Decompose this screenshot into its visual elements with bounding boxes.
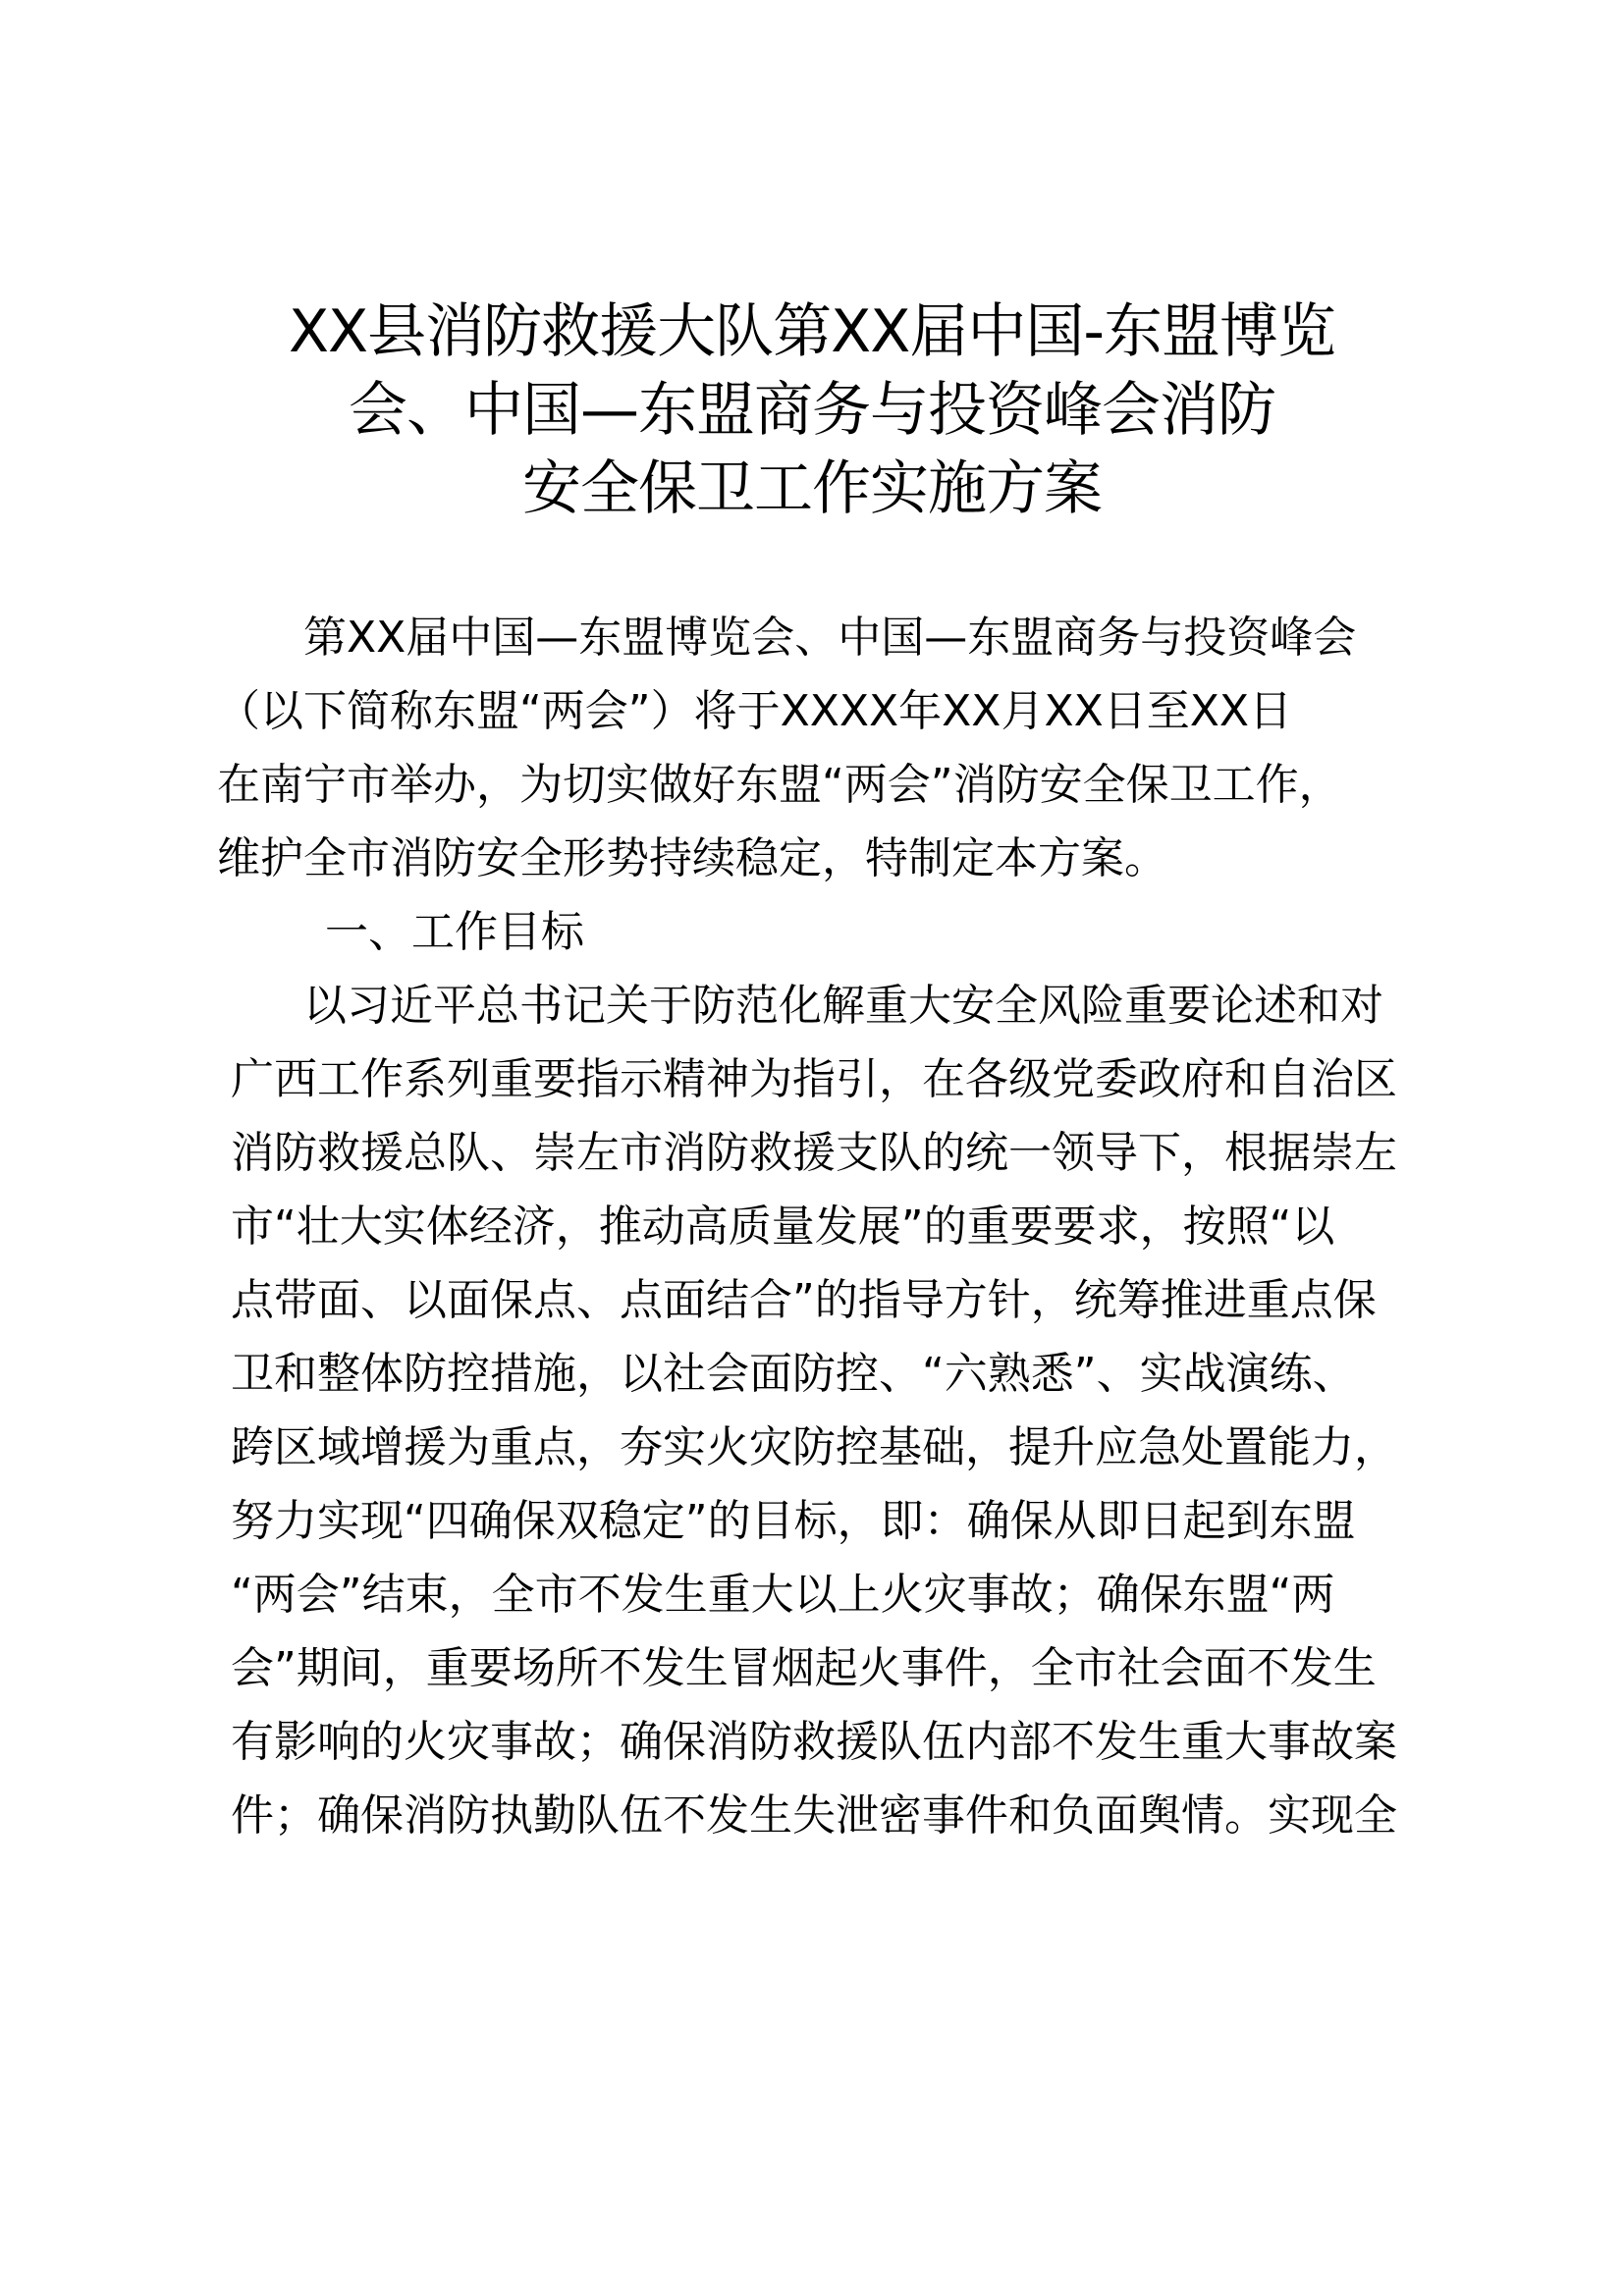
document-body — [217, 601, 1425, 1852]
text-line: 在南宁市举办，为切实做好东盟“两会”消防安全保卫工作， — [217, 760, 1342, 810]
title-line-3: 安全保卫工作实施方案 — [522, 454, 1102, 523]
text-line: 件；确保消防执勤队伍不发生失泄密事件和负面舆情。实现全 — [231, 1790, 1397, 1841]
text-line: 努力实现“四确保双稳定”的目标，即：确保从即日起到东盟 — [231, 1496, 1356, 1546]
section-heading: 一、工作目标 — [325, 907, 584, 957]
title-line-2: 会、中国—东盟商务与投资峰会消防 — [349, 376, 1275, 445]
text-line: 市“壮大实体经济，推动高质量发展”的重要要求，按照“以 — [231, 1201, 1335, 1252]
text-line: 维护全市消防安全形势持续稳定，特制定本方案。 — [217, 833, 1167, 883]
document-title — [196, 293, 1428, 528]
text-line: 第XX届中国—东盟博览会、中国—东盟商务与投资峰会 — [303, 613, 1357, 663]
text-line: 会”期间，重要场所不发生冒烟起火事件，全市社会面不发生 — [231, 1643, 1377, 1693]
text-line: 跨区域增援为重点，夯实火灾防控基础，提升应急处置能力， — [231, 1422, 1397, 1472]
text-line: 卫和整体防控措施，以社会面防控、“六熟悉”、实战演练、 — [231, 1349, 1356, 1399]
text-line: （以下简称东盟“两会”）将于XXXX年XX月XX日至XX日 — [217, 686, 1293, 736]
title-line-1: XX县消防救援大队第XX届中国-东盟博览 — [288, 297, 1336, 366]
text-line: “两会”结束，全市不发生重大以上火灾事故；确保东盟“两 — [231, 1570, 1335, 1620]
text-line: 消防救援总队、崇左市消防救援支队的统一领导下，根据崇左 — [231, 1128, 1397, 1178]
text-line: 广西工作系列重要指示精神为指引，在各级党委政府和自治区 — [231, 1054, 1397, 1104]
section-1-paragraph — [217, 969, 1425, 1852]
text-line: 点带面、以面保点、点面结合”的指导方针，统筹推进重点保 — [231, 1275, 1377, 1325]
intro-paragraph — [217, 601, 1425, 895]
text-line: 有影响的火灾事故；确保消防救援队伍内部不发生重大事故案 — [231, 1717, 1397, 1767]
text-line: 以习近平总书记关于防范化解重大安全风险重要论述和对 — [303, 981, 1383, 1031]
